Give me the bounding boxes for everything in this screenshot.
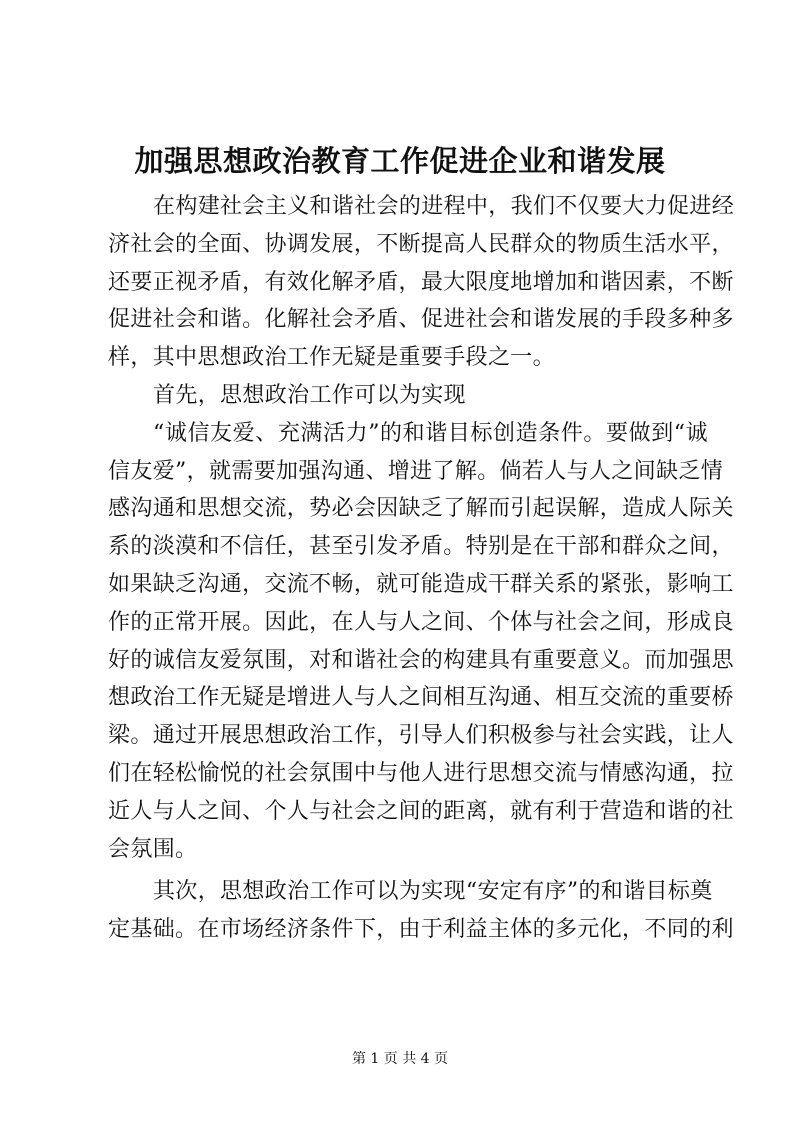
text-line: 想政治工作无疑是增进人与人之间相互沟通、相互交流的重要桥 [108,685,734,711]
text-line: 在构建社会主义和谐社会的进程中，我们不仅要大力促进经 [153,194,735,219]
text-line: 样，其中思想政治工作无疑是重要手段之一。 [108,345,556,371]
text-line: 信友爱”，就需要加强沟通、增进了解。倘若人与人之间缺乏情 [108,458,724,484]
text-line: 济社会的全面、协调发展，不断提高人民群众的物质生活水平， [108,231,734,257]
text-line: 感沟通和思想交流，势必会因缺乏了解而引起误解，造成人际关 [108,496,734,522]
text-line: 定基础。在市场经济条件下，由于利益主体的多元化，不同的利 [108,917,734,943]
text-line: 作的正常开展。因此，在人与人之间、个体与社会之间，形成良 [108,609,734,635]
text-line: 会氛围。 [108,836,198,862]
text-line: 们在轻松愉悦的社会氛围中与他人进行思想交流与情感沟通，拉 [108,760,734,786]
document-body [108,188,735,949]
text-line: 梁。通过开展思想政治工作，引导人们积极参与社会实践，让人 [108,723,734,749]
text-line: 其次，思想政治工作可以为实现“安定有序”的和谐目标奠 [153,879,713,905]
text-line: 好的诚信友爱氛围，对和谐社会的构建具有重要意义。而加强思 [108,647,734,673]
document-title: 加强思想政治教育工作促进企业和谐发展 [134,144,666,178]
text-line: 促进社会和谐。化解社会矛盾、促进社会和谐发展的手段多种多 [108,307,734,333]
text-line: “诚信友爱、充满活力”的和谐目标创造条件。要做到“诚 [153,420,708,446]
page-number-footer: 第 1 页 共 4 页 [351,1051,449,1067]
text-line: 如果缺乏沟通，交流不畅，就可能造成干群关系的紧张，影响工 [108,571,734,597]
text-line: 系的淡漠和不信任，甚至引发矛盾。特别是在干部和群众之间， [108,534,734,560]
text-line: 首先，思想政治工作可以为实现 [153,382,466,408]
text-line: 近人与人之间、个人与社会之间的距离，就有利于营造和谐的社 [108,798,734,824]
text-line: 还要正视矛盾，有效化解矛盾，最大限度地增加和谐因素，不断 [108,269,734,295]
